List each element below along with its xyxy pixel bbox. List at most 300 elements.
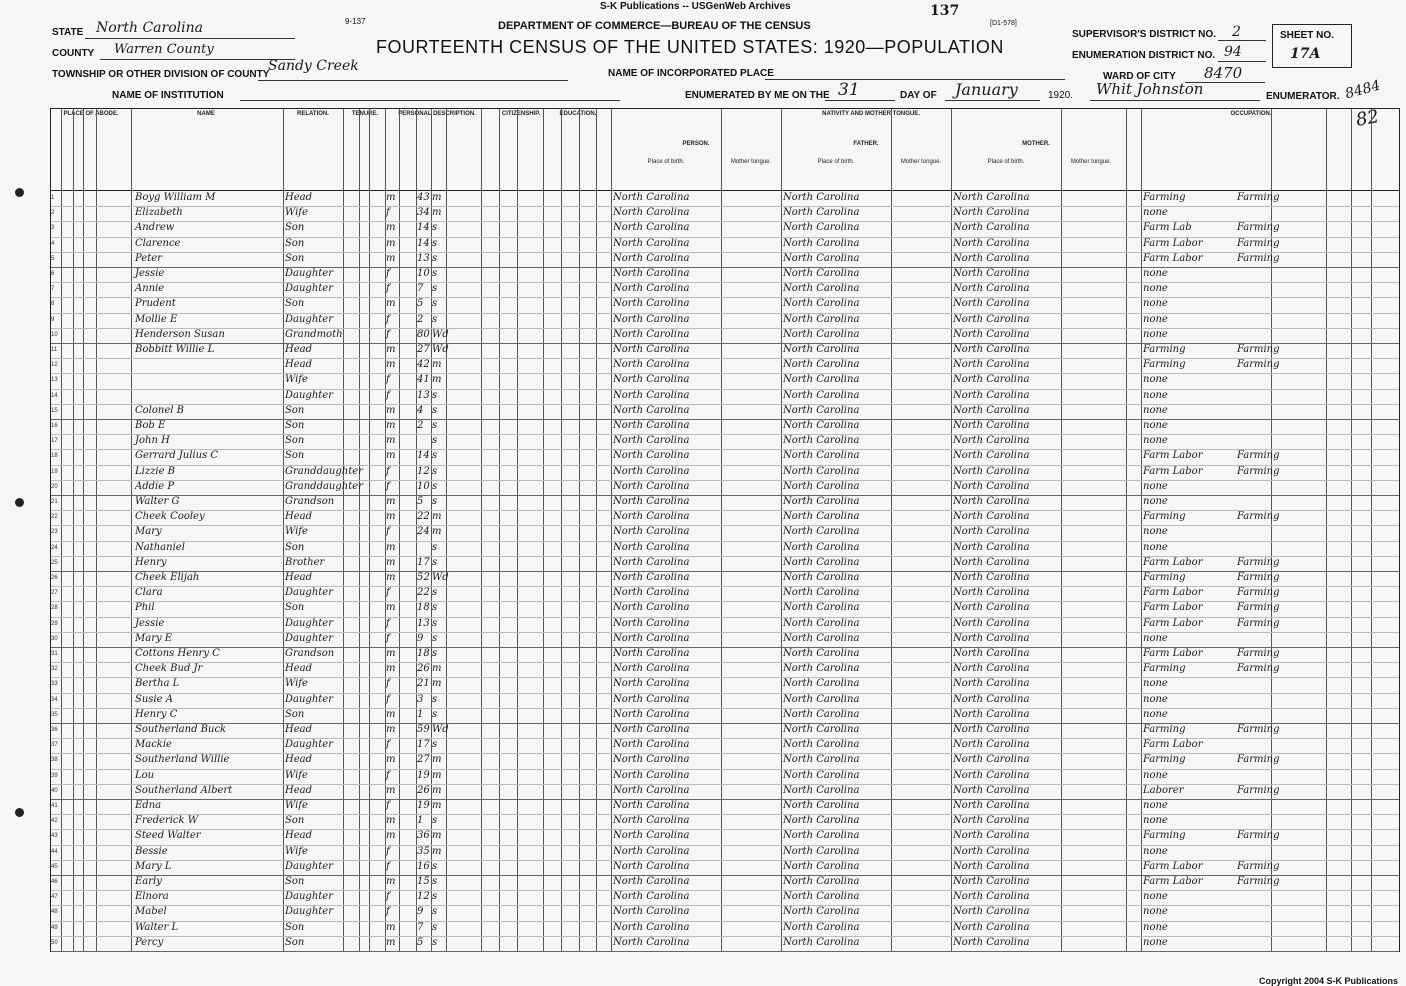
relation: Head [285,784,313,796]
copyright: Copyright 2004 S-K Publications [1258,976,1398,986]
mother-birthplace: North Carolina [953,496,1030,507]
occupation: none [1143,526,1168,538]
industry: Farming [1237,754,1280,766]
age: 15 [417,876,430,887]
relation: Son [285,222,305,234]
county-label: COUNTY [52,48,95,59]
enumerated-label: ENUMERATED BY ME ON THE [685,90,830,101]
birthplace: North Carolina [613,237,690,249]
person-name: Colonel B [135,404,184,416]
age: 10 [417,480,430,492]
relation: Wife [285,769,308,781]
age: 5 [417,298,424,310]
relation: Head [285,344,313,355]
marital-status: s [432,496,438,507]
age: 17 [417,739,430,751]
mother-birthplace: North Carolina [953,784,1030,796]
person-name: Mary E [135,632,173,644]
marital-status: Wd [432,572,449,583]
occupation: Farming [1143,663,1186,675]
age: 52 [417,572,430,583]
mother-birthplace: North Carolina [953,845,1030,857]
age: 80 [417,328,430,340]
sex: m [386,344,396,355]
marital-status: s [432,222,438,234]
birthplace: North Carolina [613,192,690,203]
column-rule [579,109,580,951]
row-number: 45 [51,863,58,870]
birthplace: North Carolina [613,876,690,887]
occupation: Farming [1143,511,1186,523]
sex: m [386,708,396,720]
sex: m [386,511,396,523]
row-number: 47 [51,894,58,901]
marital-status: s [432,587,438,599]
marital-status: s [432,541,438,553]
person-name: Early [135,876,162,887]
industry: Farming [1237,876,1280,887]
father-birthplace: North Carolina [783,268,860,279]
occupation: none [1143,708,1168,720]
father-birthplace: North Carolina [783,298,860,310]
mother-birthplace: North Carolina [953,465,1030,477]
marital-status: s [432,708,438,720]
person-name: Henderson Susan [135,328,225,340]
form-code: [D1-578] [990,20,1017,27]
marital-status: m [432,784,442,796]
father-birthplace: North Carolina [783,192,860,203]
sex: m [386,921,396,933]
row-number: 50 [51,939,58,946]
person-name: Southerland Willie [135,754,230,766]
col-father: FATHER. [853,141,879,147]
occupation: none [1143,313,1168,325]
relation: Son [285,708,305,720]
mother-birthplace: North Carolina [953,192,1030,203]
birthplace: North Carolina [613,830,690,842]
sex: f [386,678,390,690]
marital-status: m [432,511,442,523]
age: 12 [417,465,430,477]
person-name: Andrew [135,222,175,234]
birthplace: North Carolina [613,328,690,340]
person-name: Walter L [135,921,179,933]
person-name: Southerland Buck [135,724,227,735]
occupation: none [1143,921,1168,933]
industry: Farming [1237,511,1280,523]
mother-birthplace: North Carolina [953,420,1030,431]
father-birthplace: North Carolina [783,754,860,766]
relation: Daughter [285,860,333,872]
father-birthplace: North Carolina [783,724,860,735]
sex: f [386,389,390,401]
birthplace: North Carolina [613,572,690,583]
father-birthplace: North Carolina [783,830,860,842]
row-number: 48 [51,909,58,916]
sex: m [386,541,396,553]
mother-birthplace: North Carolina [953,328,1030,340]
birthplace: North Carolina [613,526,690,538]
marital-status: m [432,769,442,781]
occupation: Farming [1143,754,1186,766]
occupation: none [1143,800,1168,811]
enumerated-day: 31 [838,80,860,100]
father-birthplace: North Carolina [783,708,860,720]
occupation: Farming [1143,724,1186,735]
age: 9 [417,906,424,918]
person-name: Cheek Cooley [135,511,205,523]
birthplace: North Carolina [613,541,690,553]
column-rule [596,109,597,951]
birthplace: North Carolina [613,344,690,355]
column-rule [343,109,344,951]
father-birthplace: North Carolina [783,891,860,903]
ward-value: 8470 [1204,64,1243,82]
birthplace: North Carolina [613,420,690,431]
father-birthplace: North Carolina [783,465,860,477]
father-birthplace: North Carolina [783,739,860,751]
marital-status: m [432,754,442,766]
mother-birthplace: North Carolina [953,435,1030,447]
sex: m [386,450,396,462]
banner-title: S-K Publications -- USGenWeb Archives [600,1,791,12]
father-birthplace: North Carolina [783,860,860,872]
birthplace: North Carolina [613,313,690,325]
row-number: 10 [51,331,58,338]
mother-birthplace: North Carolina [953,860,1030,872]
person-name: Nathaniel [135,541,185,553]
father-birthplace: North Carolina [783,541,860,553]
sheet-value: 17A [1290,46,1321,62]
industry: Farming [1237,556,1280,568]
occupation: none [1143,374,1168,386]
column-rule [891,109,892,951]
occupation: Farm Labor [1143,602,1203,614]
relation: Son [285,815,305,827]
father-birthplace: North Carolina [783,617,860,629]
industry: Farming [1237,663,1280,675]
row-number: 12 [51,362,58,369]
relation: Wife [285,207,308,219]
mother-birthplace: North Carolina [953,891,1030,903]
person-name: Frederick W [135,815,199,827]
birthplace: North Carolina [613,678,690,690]
birthplace: North Carolina [613,784,690,796]
father-birthplace: North Carolina [783,526,860,538]
industry: Farming [1237,465,1280,477]
row-number: 11 [51,347,58,353]
row-number: 46 [51,879,58,885]
person-name: Peter [135,252,162,264]
father-birthplace: North Carolina [783,921,860,933]
occupation: none [1143,328,1168,340]
supervisor-value: 2 [1232,24,1241,40]
occupation: Farm Labor [1143,648,1203,659]
row-number: 30 [51,635,58,642]
father-birthplace: North Carolina [783,313,860,325]
relation: Daughter [285,313,333,325]
row-number: 43 [51,833,58,840]
column-rule [517,109,518,951]
father-birthplace: North Carolina [783,207,860,219]
birthplace: North Carolina [613,207,690,219]
col-name: NAME [197,111,215,117]
age: 36 [417,830,430,842]
birthplace: North Carolina [613,708,690,720]
age: 34 [417,207,430,219]
birthplace: North Carolina [613,389,690,401]
person-name: Mabel [135,906,167,918]
age: 3 [417,693,424,705]
mother-birthplace: North Carolina [953,450,1030,462]
birthplace: North Carolina [613,906,690,918]
row-number: 17 [51,438,58,445]
father-birthplace: North Carolina [783,587,860,599]
age: 42 [417,359,430,371]
age: 1 [417,708,424,720]
person-name: Steed Walter [135,830,201,842]
mother-birthplace: North Carolina [953,769,1030,781]
relation: Grandson [285,496,335,507]
row-number: 26 [51,575,58,581]
sex: m [386,252,396,264]
col-relation: RELATION. [297,111,329,117]
birthplace: North Carolina [613,617,690,629]
mother-birthplace: North Carolina [953,830,1030,842]
col-person-tongue: Mother tongue. [730,159,772,165]
township-value: Sandy Creek [268,58,359,74]
sex: m [386,420,396,431]
sex: m [386,663,396,675]
sex: f [386,906,390,918]
punch-hole [15,808,24,817]
person-name: Mollie E [135,313,178,325]
father-birthplace: North Carolina [783,237,860,249]
relation: Wife [285,678,308,690]
marital-status: s [432,602,438,614]
age: 14 [417,450,430,462]
person-name: Mackie [135,739,172,751]
person-name: Percy [135,936,164,948]
father-birthplace: North Carolina [783,693,860,705]
sex: f [386,268,390,279]
birthplace: North Carolina [613,496,690,507]
sex: m [386,435,396,447]
relation: Daughter [285,587,333,599]
sex: m [386,648,396,659]
person-name: Henry C [135,708,178,720]
person-name: Boyg William M [135,192,216,203]
occupation: Farm Labor [1143,876,1203,887]
person-name: Walter G [135,496,180,507]
birthplace: North Carolina [613,648,690,659]
occupation: none [1143,769,1168,781]
enumerator-name: Whit Johnston [1096,80,1204,98]
census-title: FOURTEENTH CENSUS OF THE UNITED STATES: 1920—POPULATION [376,37,1004,57]
mother-birthplace: North Carolina [953,906,1030,918]
marital-status: m [432,845,442,857]
age: 1 [417,815,424,827]
occupation: none [1143,298,1168,310]
relation: Wife [285,845,308,857]
mother-birthplace: North Carolina [953,754,1030,766]
marital-status: s [432,237,438,249]
father-birthplace: North Carolina [783,876,860,887]
col-education: EDUCATION. [559,111,597,117]
sex: f [386,739,390,751]
row-number: 19 [51,468,58,475]
relation: Daughter [285,693,333,705]
sex: f [386,283,390,295]
occupation: Farm Labor [1143,739,1203,751]
column-rule [781,109,782,951]
relation: Wife [285,800,308,811]
birthplace: North Carolina [613,374,690,386]
row-number: 16 [51,423,58,429]
relation: Son [285,936,305,948]
punch-hole [15,188,24,197]
mother-birthplace: North Carolina [953,678,1030,690]
industry: Farming [1237,860,1280,872]
column-rule [446,109,447,951]
row-number: 18 [51,453,58,460]
occupation: Farm Lab [1143,222,1192,234]
occupation: none [1143,678,1168,690]
state-label: STATE [52,27,84,38]
relation: Wife [285,526,308,538]
row-number: 13 [51,377,58,384]
relation: Head [285,192,313,203]
column-rule [283,109,284,951]
age: 22 [417,587,430,599]
row-number: 2 [51,210,55,217]
relation: Son [285,876,305,887]
birthplace: North Carolina [613,587,690,599]
mother-birthplace: North Carolina [953,587,1030,599]
marital-status: s [432,252,438,264]
person-name: Bobbitt Willie L [135,344,215,355]
sex: f [386,860,390,872]
mother-birthplace: North Carolina [953,207,1030,219]
row-number: 7 [51,286,55,293]
marital-status: s [432,404,438,416]
industry: Farming [1237,572,1280,583]
father-birthplace: North Carolina [783,632,860,644]
mother-birthplace: North Carolina [953,693,1030,705]
sex: f [386,769,390,781]
marital-status: s [432,693,438,705]
marital-status: m [432,526,442,538]
year-value: 1920. [1048,90,1074,101]
age: 2 [417,313,424,325]
father-birthplace: North Carolina [783,602,860,614]
person-name: Clara [135,587,163,599]
marital-status: m [432,374,442,386]
father-birthplace: North Carolina [783,556,860,568]
relation: Son [285,404,305,416]
marital-status: s [432,556,438,568]
occupation: none [1143,420,1168,431]
row-number: 27 [51,590,58,597]
father-birthplace: North Carolina [783,389,860,401]
department-title: DEPARTMENT OF COMMERCE—BUREAU OF THE CENSUS [498,20,811,32]
father-birthplace: North Carolina [783,496,860,507]
father-birthplace: North Carolina [783,435,860,447]
row-number: 28 [51,605,58,612]
relation: Daughter [285,891,333,903]
row-number: 9 [51,316,55,323]
sex: m [386,192,396,203]
marital-status: s [432,313,438,325]
industry: Farming [1237,192,1280,203]
row-number: 4 [51,240,55,247]
sex: m [386,830,396,842]
person-name: Cottons Henry C [135,648,220,659]
relation: Granddaughter [285,465,363,477]
father-birthplace: North Carolina [783,815,860,827]
mother-birthplace: North Carolina [953,815,1030,827]
mother-birthplace: North Carolina [953,374,1030,386]
row-number: 6 [51,271,55,277]
mother-birthplace: North Carolina [953,648,1030,659]
row-number: 20 [51,483,58,490]
row-number: 49 [51,924,58,931]
sheet-label: SHEET NO. [1280,30,1334,41]
birthplace: North Carolina [613,268,690,279]
enumerator-label: ENUMERATOR. [1266,91,1340,102]
person-name: Mary L [135,860,172,872]
sex: m [386,237,396,249]
sex: m [386,222,396,234]
col-citizenship: CITIZENSHIP. [501,111,541,117]
person-name: Elizabeth [135,207,183,219]
father-birthplace: North Carolina [783,252,860,264]
age: 59 [417,724,430,735]
industry: Farming [1237,724,1280,735]
institution-label: NAME OF INSTITUTION [112,90,224,101]
marital-status: s [432,298,438,310]
sex: f [386,465,390,477]
sex: f [386,480,390,492]
relation: Head [285,663,313,675]
column-rule [96,109,97,951]
birthplace: North Carolina [613,845,690,857]
age: 27 [417,754,430,766]
row-number: 29 [51,620,58,627]
sex: m [386,496,396,507]
mother-birthplace: North Carolina [953,921,1030,933]
marital-status: s [432,739,438,751]
row-number: 15 [51,407,58,414]
father-birthplace: North Carolina [783,648,860,659]
age: 27 [417,344,430,355]
birthplace: North Carolina [613,724,690,735]
marital-status: s [432,632,438,644]
mother-birthplace: North Carolina [953,936,1030,948]
sex: f [386,313,390,325]
sex: m [386,876,396,887]
col-nativity: NATIVITY AND MOTHER TONGUE. [822,111,920,117]
mother-birthplace: North Carolina [953,617,1030,629]
father-birthplace: North Carolina [783,359,860,371]
mother-birthplace: North Carolina [953,268,1030,279]
row-number: 41 [51,803,58,809]
person-name: Bessie [135,845,168,857]
mother-birthplace: North Carolina [953,724,1030,735]
row-number: 23 [51,529,58,536]
col-person-birth: Place of birth. [647,159,685,165]
birthplace: North Carolina [613,769,690,781]
